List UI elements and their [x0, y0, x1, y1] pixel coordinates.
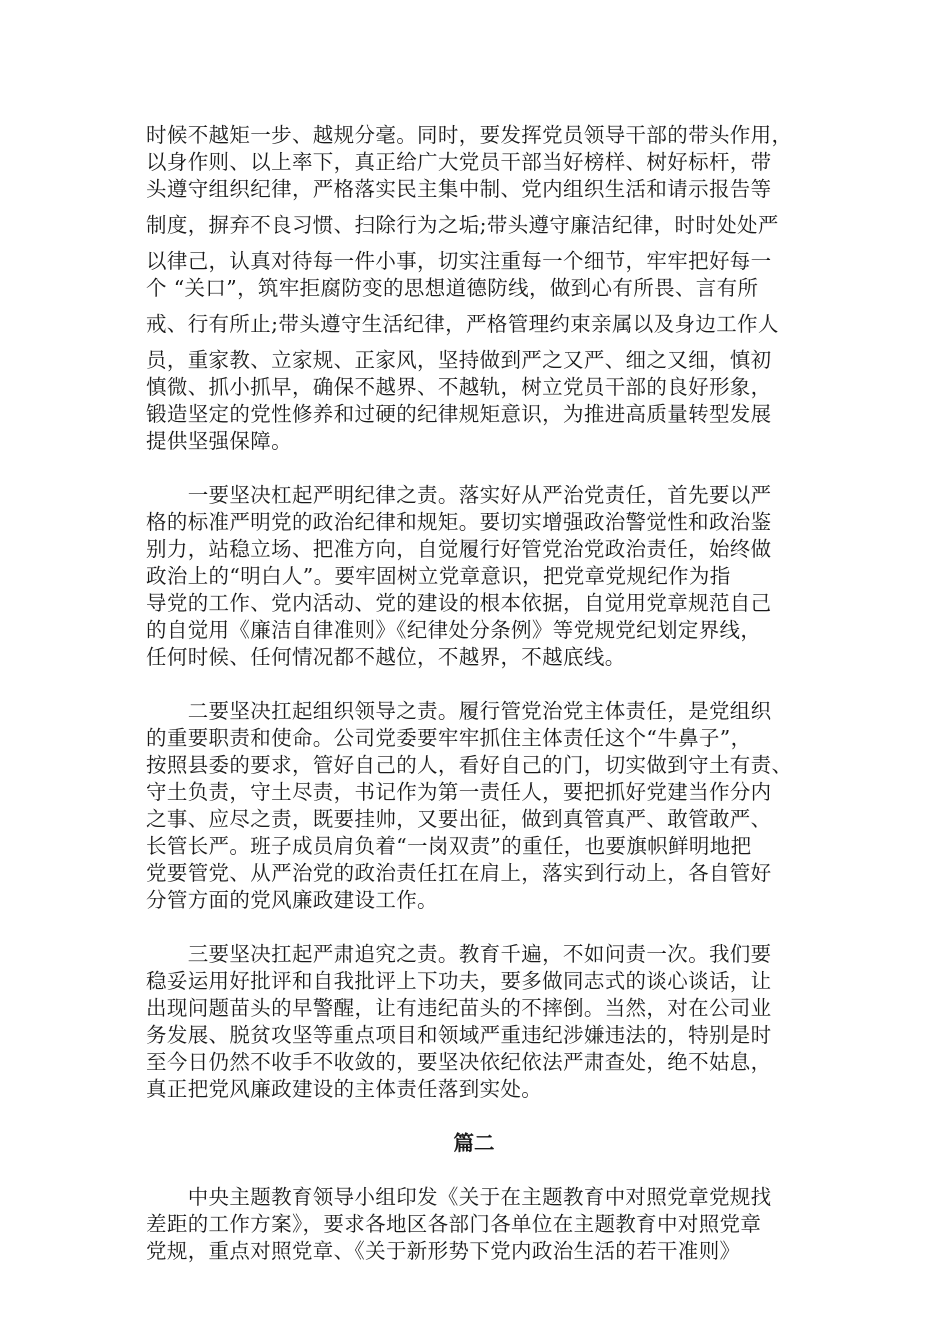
paragraph — [146, 1184, 802, 1265]
text-line: 以律己，认真对待每一件小事，切实注重每一个细节，牢牢把好每一 — [146, 249, 772, 273]
text-line: 别力，站稳立场、把准方向，自觉履行好管党治党政治责任，始终做 — [146, 537, 772, 561]
paragraph — [146, 698, 802, 914]
text-line: 按照县委的要求，管好自己的人，看好自己的门，切实做到守土有责、 — [146, 753, 793, 777]
text-line: 锻造坚定的党性修养和过硬的纪律规矩意识，为推进高质量转型发展 — [146, 402, 772, 426]
text-line: 稳妥运用好批评和自我批评上下功夫，要多做同志式的谈心谈话，让 — [146, 969, 772, 993]
text-line: 一要坚决杠起严明纪律之责。落实好从严治党责任，首先要以严 — [146, 483, 772, 507]
text-line: 格的标准严明党的政治纪律和规矩。要切实增强政治警觉性和政治鉴 — [146, 510, 772, 534]
text-line: 个 “关口”，筑牢拒腐防变的思想道德防线，做到心有所畏、言有所 — [146, 276, 759, 300]
text-line: 的重要职责和使命。公司党委要牢牢抓住主体责任这个“牛鼻子”， — [146, 726, 752, 750]
text-line: 之事、应尽之责，既要挂帅，又要出征，做到真管真严、敢管敢严、 — [146, 807, 772, 831]
text-line: 头遵守组织纪律，严格落实民主集中制、党内组织生活和请示报告等 — [146, 177, 772, 201]
text-line: 的自觉用《廉洁自律准则》《纪律处分条例》等党规党纪划定界线， — [146, 618, 762, 642]
text-line: 党要管党、从严治党的政治责任扛在肩上，落实到行动上，各自管好 — [146, 861, 772, 885]
text-line: 导党的工作、党内活动、党的建设的根本依据，自觉用党章规范自己 — [146, 591, 772, 615]
text-line: 提供坚强保障。 — [146, 429, 292, 453]
text-line: 三要坚决扛起严肃追究之责。教育千遍，不如问责一次。我们要 — [146, 942, 772, 966]
section-heading-block — [146, 1130, 802, 1157]
text-line: 时候不越矩一步、越规分毫。同时，要发挥党员领导干部的带头作用， — [146, 123, 793, 147]
text-line: 员，重家教、立家规、正家风，坚持做到严之又严、细之又细，慎初 — [146, 348, 772, 372]
text-line: 以身作则、以上率下，真正给广大党员干部当好榜样、树好标杆，带 — [146, 150, 772, 174]
text-line: 制度，摒弃不良习惯、扫除行为之垢;带头遵守廉洁纪律，时时处处严 — [146, 213, 779, 237]
document-page — [146, 122, 802, 1265]
text-line: 二要坚决扛起组织领导之责。履行管党治党主体责任，是党组织 — [146, 699, 772, 723]
text-line: 任何时候、任何情况都不越位，不越界，不越底线。 — [146, 645, 626, 669]
text-line: 政治上的“明白人”。要牢固树立党章意识，把党章党规纪作为指 — [146, 564, 731, 588]
text-line: 出现问题苗头的早警醒，让有违纪苗头的不摔倒。当然，对在公司业 — [146, 996, 772, 1020]
text-line: 长管长严。班子成员肩负着“一岗双责”的重任，也要旗帜鲜明地把 — [146, 834, 752, 858]
paragraph — [146, 482, 802, 671]
text-line: 守土负责，守土尽责，书记作为第一责任人，要把抓好党建当作分内 — [146, 780, 772, 804]
text-line: 分管方面的党风廉政建设工作。 — [146, 888, 438, 912]
text-line: 中央主题教育领导小组印发《关于在主题教育中对照党章党规找 — [146, 1185, 772, 1209]
section-heading: 篇二 — [453, 1131, 495, 1155]
text-line: 差距的工作方案》，要求各地区各部门各单位在主题教育中对照党章 — [146, 1212, 762, 1236]
text-line: 戒、行有所止;带头遵守生活纪律，严格管理约束亲属以及身边工作人 — [146, 312, 779, 336]
text-line: 慎微、抓小抓早，确保不越界、不越轨，树立党员干部的良好形象， — [146, 375, 772, 399]
text-line: 至今日仍然不收手不收敛的，要坚决依纪依法严肃查处，绝不姑息， — [146, 1050, 772, 1074]
paragraph — [146, 122, 802, 455]
text-line: 党规，重点对照党章、《关于新形势下党内政治生活的若干准则》 — [146, 1239, 741, 1263]
text-line: 务发展、脱贫攻坚等重点项目和领域严重违纪涉嫌违法的，特别是时 — [146, 1023, 772, 1047]
text-line: 真正把党风廉政建设的主体责任落到实处。 — [146, 1077, 543, 1101]
paragraph — [146, 941, 802, 1103]
